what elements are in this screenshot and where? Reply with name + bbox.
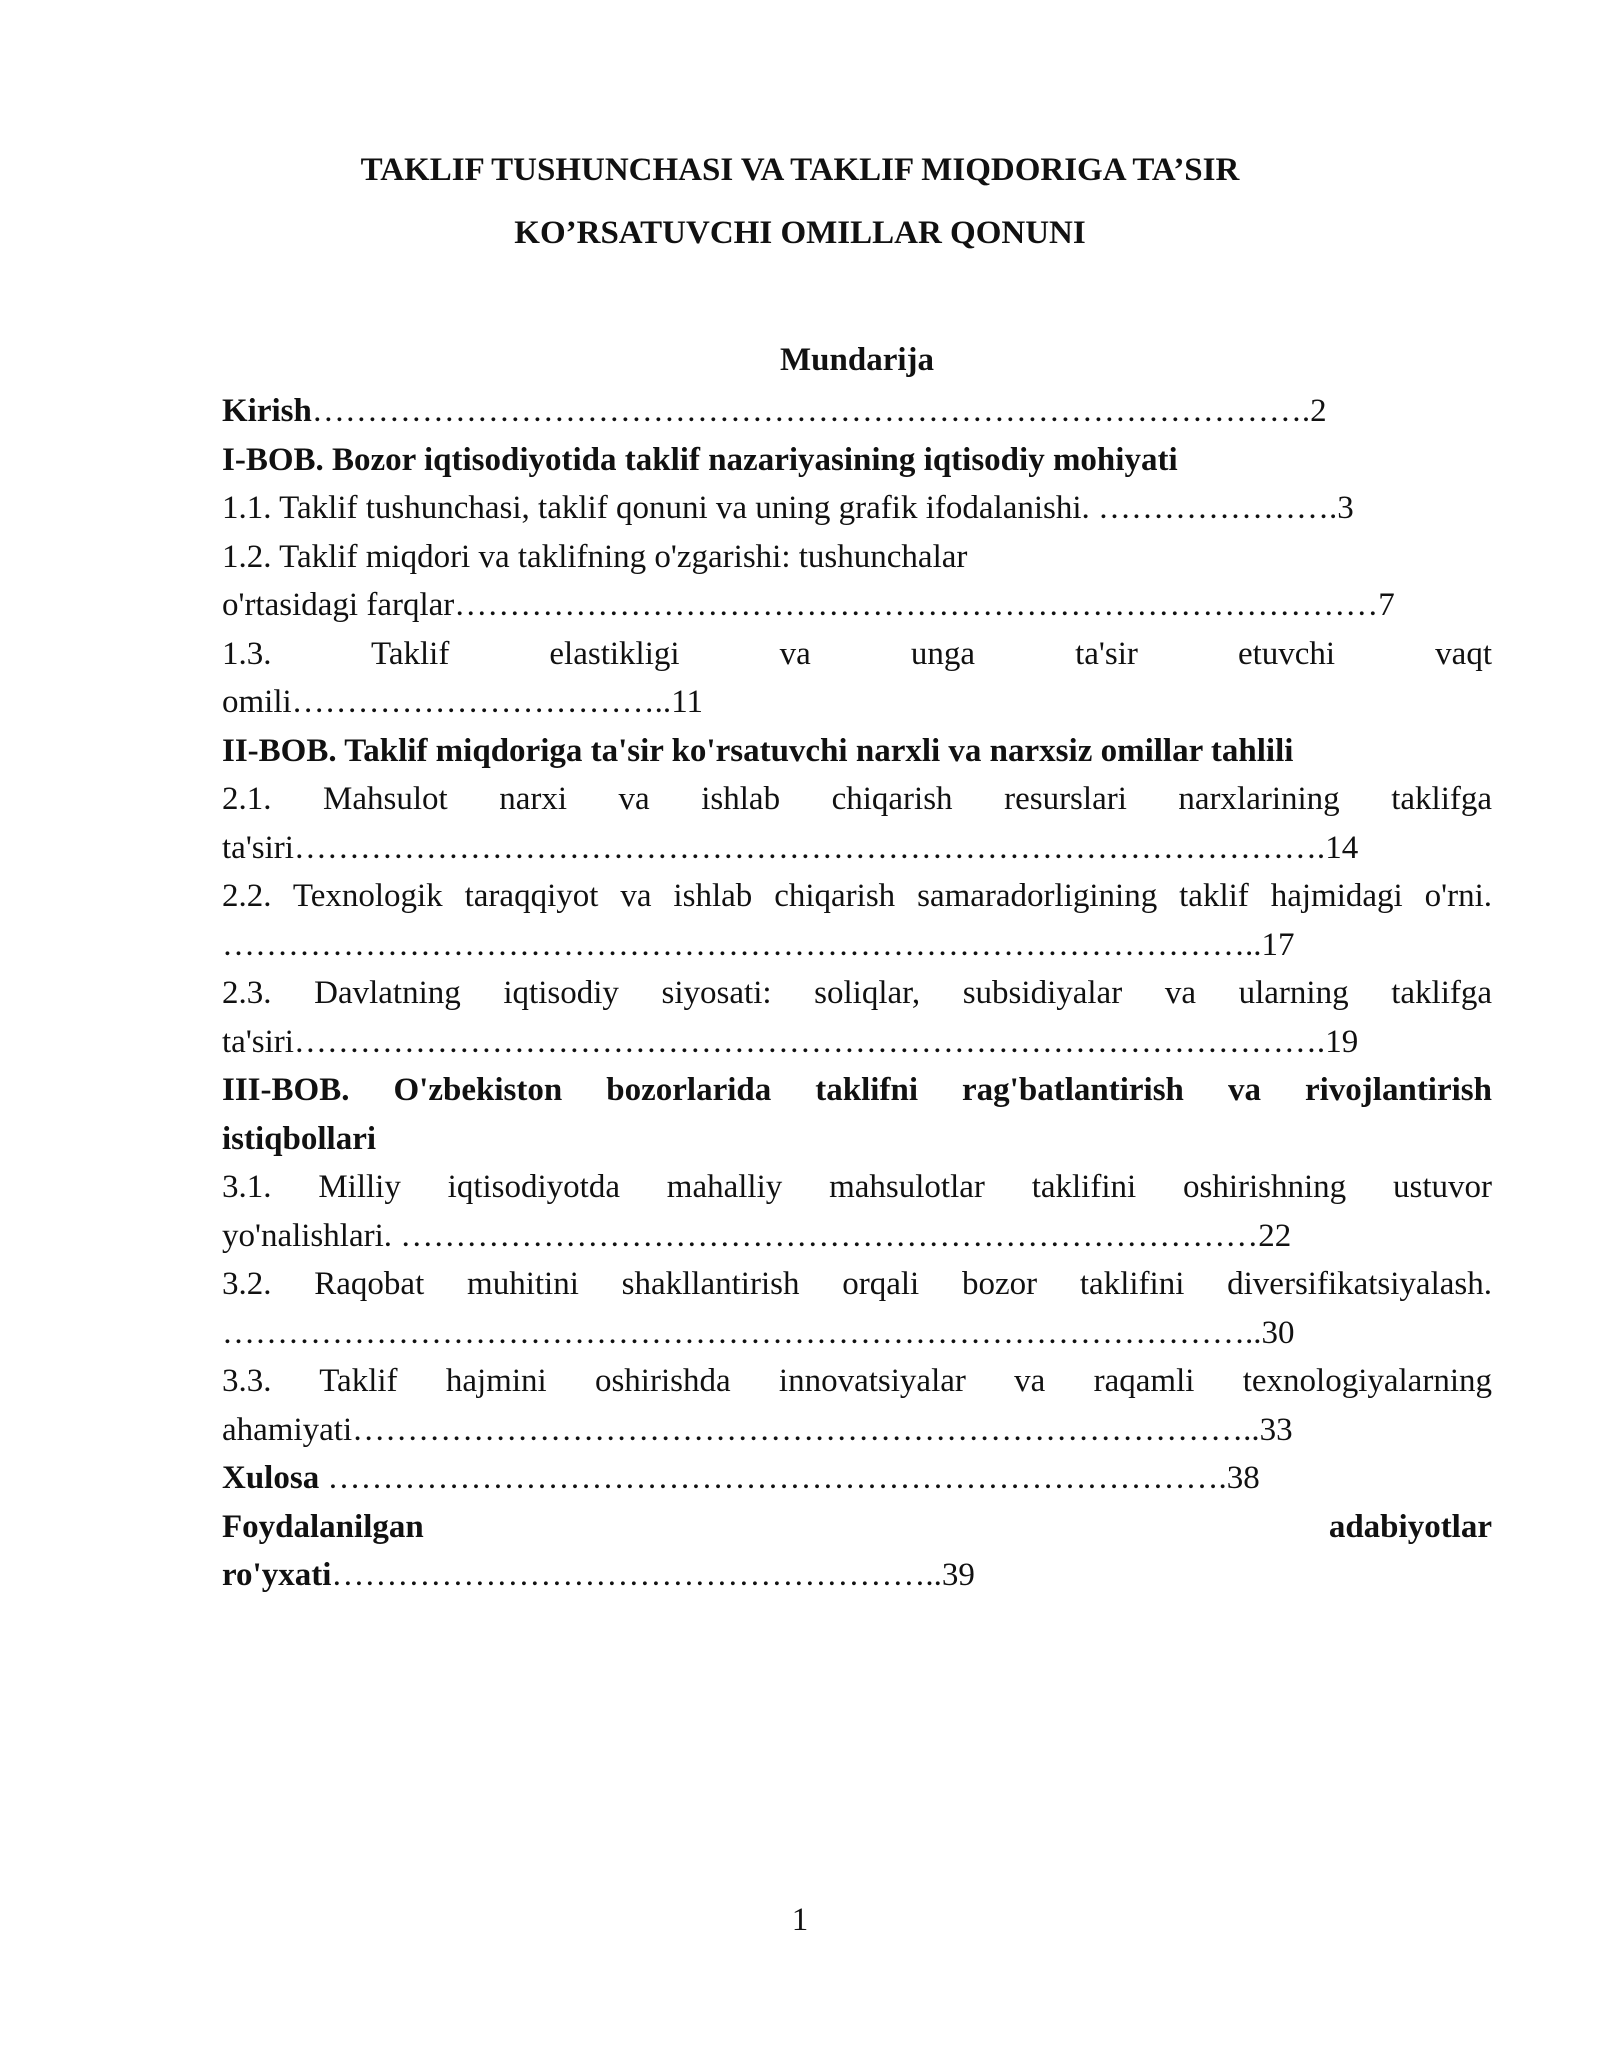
toc-entry-label: ahamiyati……………………………………………………………………….. (222, 1411, 1260, 1448)
toc-chapter-3-line-2: istiqbollari (222, 1120, 377, 1157)
toc-entry-2-2-line-1: 2.2. Texnologik taraqqiyot va ishlab chiqarish samaradorligining taklif hajmidagi o'rni. (222, 878, 1492, 914)
toc-entry-label: 1.1. Taklif tushunchasi, taklif qonuni va uning grafik ifodalanishi. …………………. (222, 490, 1338, 526)
toc-entry-2-1-line-1: 2.1. Mahsulot narxi va ishlab chiqarish resurslari narxlarining taklifga (222, 781, 1492, 817)
toc-entry-2-3-line-1: 2.3. Davlatning iqtisodiy siyosati: soliqlar, subsidiyalar va ularning taklifga (222, 975, 1492, 1011)
toc-entry-1-1 (222, 484, 1492, 533)
toc-entry-label: Xulosa (222, 1460, 320, 1496)
toc-entry-label: ta'siri…………………………………………………………………………………. (222, 1023, 1326, 1060)
toc-entry-kirish (222, 387, 1492, 436)
toc-entry-label: Kirish (222, 393, 312, 429)
toc-entry-label: omili…………………………….. (222, 684, 672, 720)
toc-entry-3-2-line-2 (222, 1309, 1492, 1358)
toc-leader-dots: ……………………………………………….. (331, 1557, 942, 1593)
toc-entry-3-2-line-1: 3.2. Raqobat muhitini shakllantirish orqali bozor taklifini diversifikatsiyalash. (222, 1266, 1492, 1302)
toc-page-number: 19 (1325, 1023, 1359, 1060)
page-number: 1 (791, 1902, 809, 1938)
toc-chapter-1: I-BOB. Bozor iqtisodiyotida taklif nazariyasining iqtisodiy mohiyati (222, 441, 1178, 478)
toc-entry-3-3-line-1: 3.3. Taklif hajmini oshirishda innovatsiyalar va raqamli texnologiyalarning (222, 1363, 1492, 1399)
toc-entry-label: yo'nalishlari. …………………………………………………………………… (222, 1217, 1259, 1254)
toc-entry-2-1-line-2 (222, 824, 1492, 873)
toc-page-number: 39 (941, 1557, 975, 1593)
toc-entry-3-1-line-1: 3.1. Milliy iqtisodiyotda mahalliy mahsulotlar taklifini oshirishning ustuvor (222, 1169, 1492, 1205)
toc-page-number: 33 (1259, 1411, 1293, 1448)
toc-entry-1-2-line-1: 1.2. Taklif miqdori va taklifning o'zgarishi: tushunchalar (222, 538, 968, 575)
toc-entry-1-2-line-2 (222, 581, 1492, 630)
toc-entry-2-2-line-2 (222, 921, 1492, 970)
toc-page-number: 14 (1325, 829, 1359, 866)
toc-entry-3-3-line-2 (222, 1406, 1492, 1455)
toc-chapter-2: II-BOB. Taklif miqdoriga ta'sir ko'rsatuvchi narxli va narxsiz omillar tahlili (222, 732, 1294, 769)
toc-entry-references-line-1: Foydalanilgan adabiyotlar (222, 1508, 1492, 1545)
table-of-contents (222, 387, 1492, 1600)
toc-leader-dots: ………………………………………………………………………. (319, 1460, 1227, 1496)
toc-entry-xulosa (222, 1454, 1492, 1503)
toc-entry-3-1-line-2 (222, 1212, 1492, 1261)
toc-heading: Mundarija (779, 342, 934, 378)
toc-leader-dots: ………………………………………………………………………………….. (222, 926, 1262, 963)
toc-page-number: 17 (1261, 926, 1295, 963)
toc-page-number: 7 (1378, 587, 1395, 623)
toc-page-number: 2 (1310, 393, 1327, 429)
toc-leader-dots: ………………………………………………………………………………. (311, 393, 1311, 429)
toc-page-number: 3 (1337, 490, 1354, 526)
document-title-line-1: TAKLIF TUSHUNCHASI VA TAKLIF MIQDORIGA TA’SIR (360, 152, 1240, 188)
toc-entry-label: ro'yxati (222, 1557, 332, 1593)
toc-leader-dots: ………………………………………………………………………………….. (222, 1314, 1262, 1351)
toc-chapter-3-line-1: III-BOB. O'zbekiston bozorlarida taklifni rag'batlantirish va rivojlantirish (222, 1072, 1492, 1108)
toc-page-number: 22 (1258, 1217, 1292, 1254)
toc-entry-references-line-2 (222, 1551, 1492, 1600)
toc-entry-2-3-line-2 (222, 1018, 1492, 1067)
toc-page-number: 38 (1226, 1460, 1260, 1496)
toc-entry-1-3-line-2 (222, 678, 1492, 727)
toc-entry-label: o'rtasidagi farqlar………………………………………………………………………… (222, 587, 1379, 623)
toc-entry-1-3-line-1: 1.3. Taklif elastikligi va unga ta'sir etuvchi vaqt (222, 635, 1492, 672)
document-title-line-2: KO’RSATUVCHI OMILLAR QONUNI (514, 215, 1086, 251)
toc-page-number: 11 (671, 684, 703, 720)
toc-page-number: 30 (1261, 1314, 1295, 1351)
toc-entry-label: ta'siri…………………………………………………………………………………. (222, 829, 1326, 866)
